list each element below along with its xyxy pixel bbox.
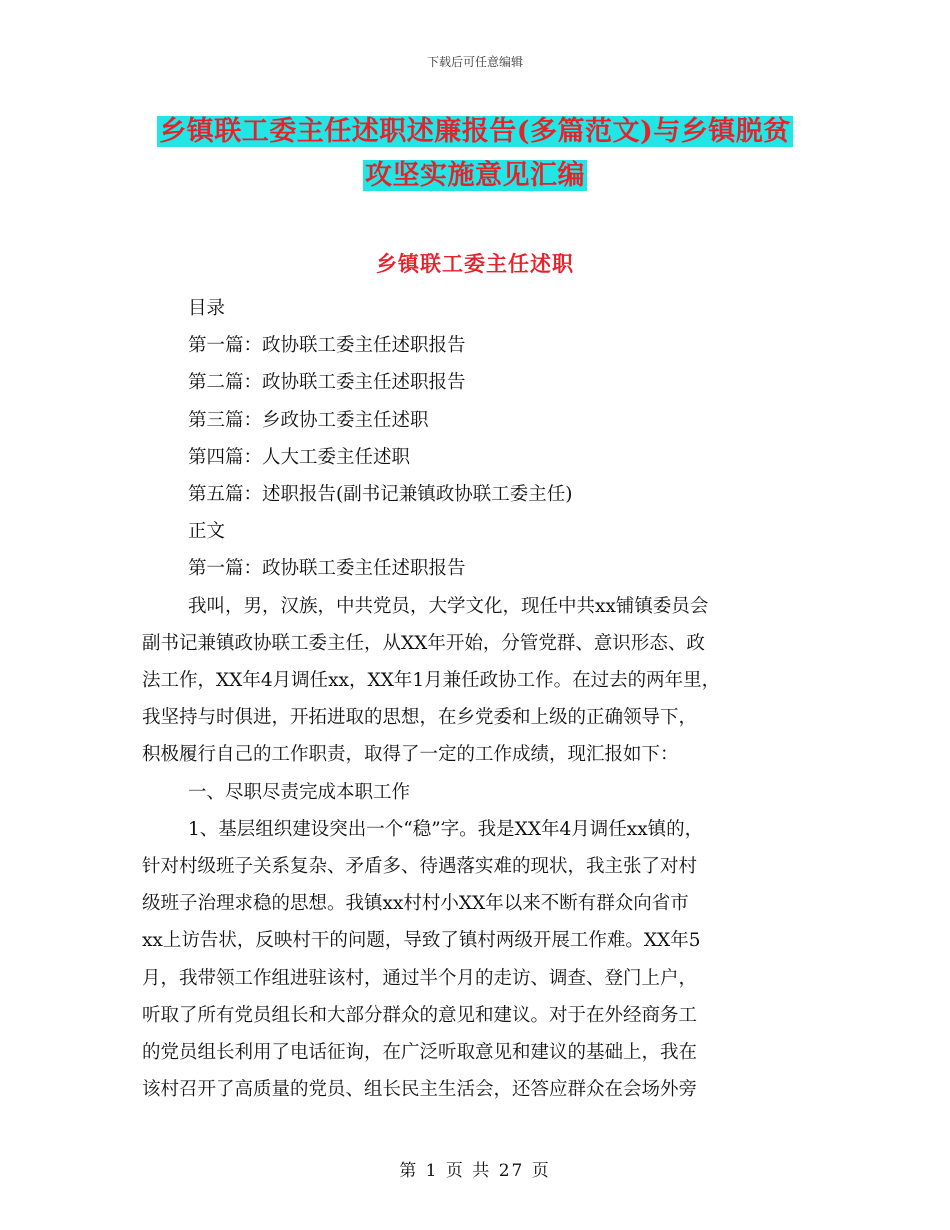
page-number-footer: 第 1 页 共 27 页 [399, 1161, 551, 1181]
toc-item: 第三篇：乡政协工委主任述职 [188, 409, 429, 431]
chapter-heading: 第一篇：政协联工委主任述职报告 [188, 558, 466, 580]
toc-heading: 目录 [188, 298, 226, 319]
paragraph-line: 的党员组长利用了电话征询，在广泛听取意见和建议的基础上，我在 [142, 1042, 698, 1064]
paragraph-line: 我坚持与时俱进，开拓进取的思想，在乡党委和上级的正确领导下， [142, 707, 698, 729]
paragraph-line: 听取了所有党员组长和大部分群众的意见和建议。对于在外经商务工 [142, 1004, 698, 1026]
subsection-heading: 一、尽职尽责完成本职工作 [188, 781, 411, 803]
paragraph-line: 积极履行自己的工作职责，取得了一定的工作成绩，现汇报如下： [142, 744, 679, 766]
body-text [142, 290, 817, 1108]
paragraph-line: 该村召开了高质量的党员、组长民主生活会，还答应群众在会场外旁 [142, 1079, 698, 1101]
section-title: 乡镇联工委主任述职 [376, 251, 574, 276]
body-heading: 正文 [188, 521, 226, 543]
paragraph-line: 副书记兼镇政协联工委主任，从XX年开始，分管党群、意识形态、政 [142, 632, 705, 654]
document-title-line-1: 乡镇联工委主任述职述廉报告(多篇范文)与乡镇脱贫 [159, 116, 791, 147]
toc-item: 第五篇：述职报告(副书记兼镇政协联工委主任) [188, 484, 573, 506]
paragraph-line: 针对村级班子关系复杂、矛盾多、待遇落实难的现状，我主张了对村 [142, 856, 698, 878]
paragraph-line: 级班子治理求稳的思想。我镇xx村村小XX年以来不断有群众向省市 [142, 893, 689, 915]
paragraph-line: xx上访告状，反映村干的问题，导致了镇村两级开展工作难。XX年5 [142, 930, 701, 952]
paragraph-line: 1、基层组织建设突出一个“稳”字。我是XX年4月调任xx镇的， [188, 818, 704, 840]
paragraph-line: 我叫，男，汉族，中共党员，大学文化，现任中共xx铺镇委员会 [188, 595, 709, 617]
document-title-line-2: 攻坚实施意见汇编 [365, 160, 585, 191]
paragraph-line: 法工作，XX年4月调任xx，XX年1月兼任政协工作。在过去的两年里， [142, 670, 721, 692]
document-title [0, 110, 950, 198]
toc-item: 第二篇：政协联工委主任述职报告 [188, 372, 466, 394]
toc-item: 第四篇：人大工委主任述职 [188, 446, 411, 468]
toc-item: 第一篇：政协联工委主任述职报告 [188, 335, 466, 357]
paragraph-line: 月，我带领工作组进驻该村，通过半个月的走访、调查、登门上户， [142, 967, 698, 989]
header-note: 下载后可任意编辑 [426, 55, 523, 69]
